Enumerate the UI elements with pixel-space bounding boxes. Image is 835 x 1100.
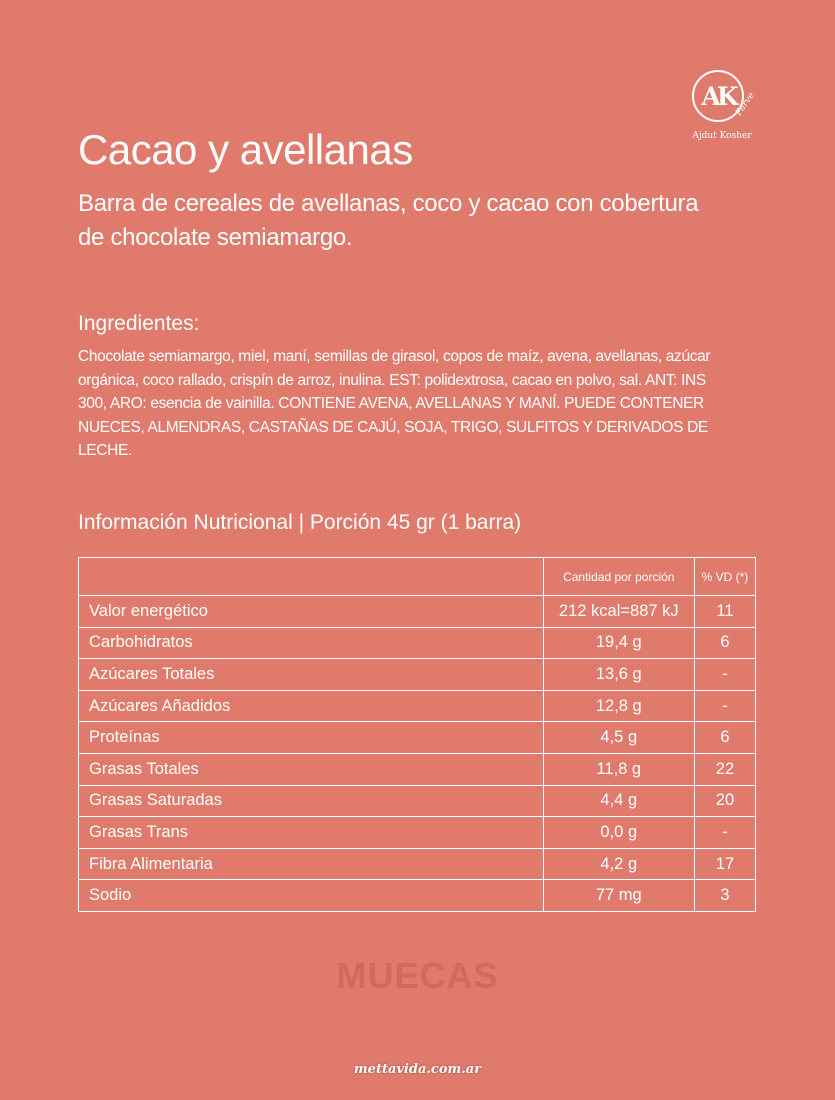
nutrient-name: Carbohidratos xyxy=(79,627,544,659)
kosher-caption: Ajdut Kosher xyxy=(692,131,752,141)
table-row xyxy=(79,753,756,785)
table-row xyxy=(79,690,756,722)
nutrient-amount: 4,4 g xyxy=(543,785,694,817)
nutrient-name: Grasas Saturadas xyxy=(79,785,544,817)
kosher-mark: AK xyxy=(692,70,744,122)
table-row xyxy=(79,880,756,912)
nutrient-name: Azúcares Añadidos xyxy=(79,690,544,722)
kosher-certification-logo xyxy=(690,70,757,146)
nutrient-name: Grasas Trans xyxy=(79,817,544,849)
ingredients-text: Chocolate semiamargo, miel, maní, semillas de girasol, copos de maíz, avena, avellanas, azúcar orgánica, coco rallado, crispín de arroz, inulina. EST: polidextrosa, cacao en polvo, sal. ANT: INS 300, ARO: esencia de vainilla. CONTIENE AVENA, AVELLANAS Y MANÍ. PUEDE CONTENER NUECES, ALMENDRAS, CASTAÑAS DE CAJÚ, SOJA, TRIGO, SULFITOS Y DERIVADOS DE LECHE. xyxy=(78,348,711,459)
nutrient-name: Grasas Totales xyxy=(79,753,544,785)
nutrient-amount: 212 kcal=887 kJ xyxy=(543,596,694,628)
nutrition-table xyxy=(78,557,756,912)
table-row xyxy=(79,848,756,880)
nutrient-amount: 4,2 g xyxy=(543,848,694,880)
nutrient-vd: - xyxy=(694,690,755,722)
table-row xyxy=(79,785,756,817)
nutrition-heading: Información Nutricional | Porción 45 gr (1 barra) xyxy=(78,511,522,534)
kosher-pareve-label: Parve xyxy=(734,90,757,118)
brand-logo: MUECAS xyxy=(336,955,499,996)
nutrient-amount: 19,4 g xyxy=(543,627,694,659)
nutrient-vd: 6 xyxy=(694,627,755,659)
nutrient-name: Sodio xyxy=(79,880,544,912)
nutrient-name: Azúcares Totales xyxy=(79,659,544,691)
nutrient-vd: 6 xyxy=(694,722,755,754)
nutrient-vd: 20 xyxy=(694,785,755,817)
product-title: Cacao y avellanas xyxy=(78,126,413,173)
nutrient-amount: 0,0 g xyxy=(543,817,694,849)
nutrient-amount: 77 mg xyxy=(543,880,694,912)
nutrient-vd: 3 xyxy=(694,880,755,912)
source-watermark: mettavida.com.ar xyxy=(353,1062,482,1077)
nutrient-name: Proteínas xyxy=(79,722,544,754)
table-row xyxy=(79,627,756,659)
nutrient-vd: 17 xyxy=(694,848,755,880)
nutrient-vd: - xyxy=(694,659,755,691)
table-row xyxy=(79,817,756,849)
table-row xyxy=(79,596,756,628)
header-vd: % VD (*) xyxy=(694,558,755,596)
nutrition-header-row xyxy=(79,558,756,596)
nutrient-amount: 13,6 g xyxy=(543,659,694,691)
nutrient-name: Fibra Alimentaria xyxy=(79,848,544,880)
nutrient-name: Valor energético xyxy=(79,596,544,628)
nutrient-vd: - xyxy=(694,817,755,849)
nutrient-vd: 22 xyxy=(694,753,755,785)
table-row xyxy=(79,722,756,754)
header-amount: Cantidad por porción xyxy=(543,558,694,596)
ingredients-heading: Ingredientes: xyxy=(78,312,200,335)
nutrient-amount: 4,5 g xyxy=(543,722,694,754)
nutrient-vd: 11 xyxy=(694,596,755,628)
table-row xyxy=(79,659,756,691)
nutrient-amount: 12,8 g xyxy=(543,690,694,722)
header-nutrient xyxy=(79,558,544,596)
nutrient-amount: 11,8 g xyxy=(543,753,694,785)
product-subtitle: Barra de cereales de avellanas, coco y cacao con cobertura de chocolate semiamargo. xyxy=(78,190,699,251)
